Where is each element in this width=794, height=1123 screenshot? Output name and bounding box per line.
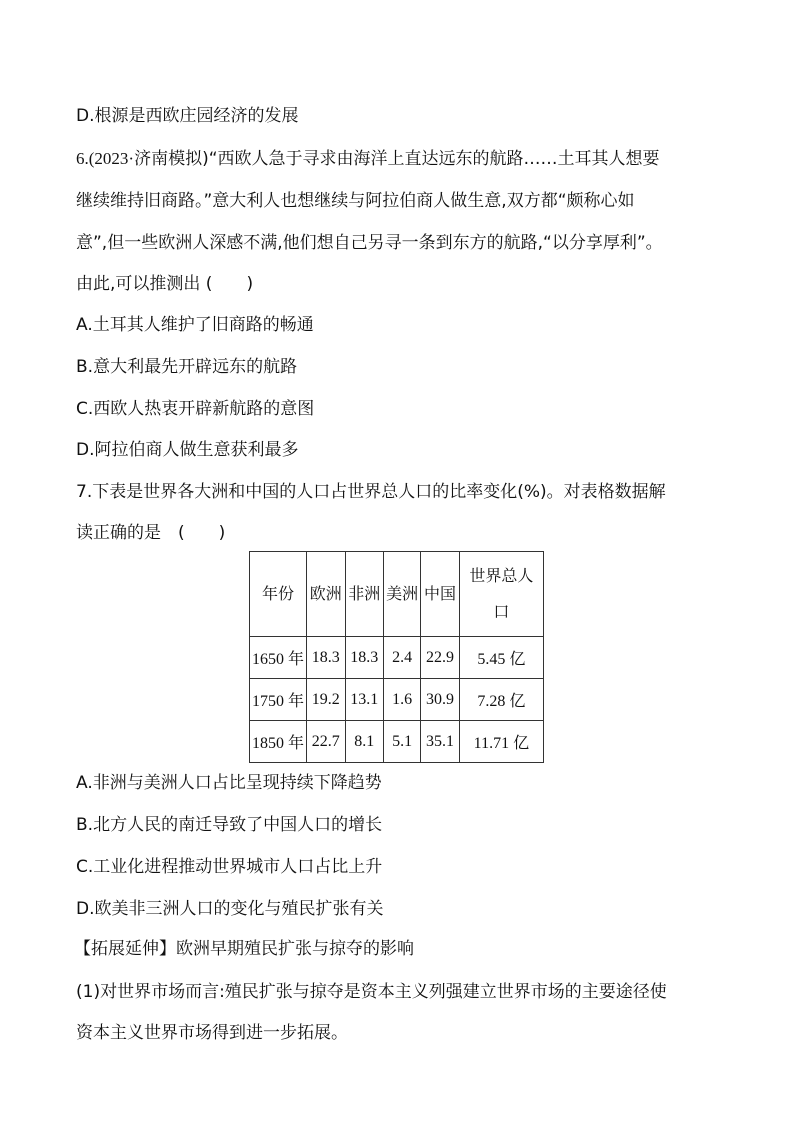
q7-option-c: C.工业化进程推动世界城市人口占比上升 [76, 857, 383, 877]
q6-option-a: A.土耳其人维护了旧商路的畅通 [76, 315, 314, 335]
extension-tag: 【拓展延伸】 [74, 939, 176, 959]
extension-para-line-2: 资本主义世界市场得到进一步拓展。 [76, 1023, 348, 1043]
cell-world-total: 7.28 亿 [459, 679, 543, 721]
header-america: 美洲 [383, 552, 420, 637]
cell-year: 1750 年 [250, 679, 307, 721]
cell-africa: 13.1 [345, 679, 383, 721]
cell-africa: 8.1 [345, 721, 383, 763]
cell-year: 1850 年 [250, 721, 307, 763]
cell-africa: 18.3 [345, 637, 383, 679]
cell-china: 30.9 [421, 679, 459, 721]
q5-option-d: D.根源是西欧庄园经济的发展 [76, 106, 299, 126]
q6-stem-line-4: 由此,可以推测出 ( ) [76, 274, 254, 294]
q6-stem-line-3: 意”,但一些欧洲人深感不满,他们想自己另寻一条到东方的航路,“以分享厚利”。 [76, 233, 663, 253]
q7-stem-line-1: 7.下表是世界各大洲和中国的人口占世界总人口的比率变化(%)。对表格数据解 [76, 482, 666, 502]
q6-option-c: C.西欧人热衷开辟新航路的意图 [76, 399, 315, 419]
table-row [250, 637, 544, 679]
q6-number: 6.(2023· [76, 149, 135, 168]
extension-title: 欧洲早期殖民扩张与掠夺的影响 [176, 939, 414, 959]
cell-europe: 18.3 [307, 637, 345, 679]
q7-option-d: D.欧美非三洲人口的变化与殖民扩张有关 [76, 899, 384, 919]
table-row [250, 721, 544, 763]
cell-china: 35.1 [421, 721, 459, 763]
extension-para-line-1: (1)对世界市场而言:殖民扩张与掠夺是资本主义列强建立世界市场的主要途径使 [76, 982, 667, 1002]
cell-world-total: 5.45 亿 [459, 637, 543, 679]
table-header-row [250, 552, 544, 637]
q7-option-b: B.北方人民的南迁导致了中国人口的增长 [76, 815, 383, 835]
cell-america: 5.1 [383, 721, 420, 763]
cell-europe: 22.7 [307, 721, 345, 763]
cell-year: 1650 年 [250, 637, 307, 679]
q6-stem-line-2: 继续维持旧商路。”意大利人也想继续与阿拉伯商人做生意,双方都“颇称心如 [76, 191, 635, 211]
q7-option-a: A.非洲与美洲人口占比呈现持续下降趋势 [76, 773, 382, 793]
q6-option-d: D.阿拉伯商人做生意获利最多 [76, 440, 299, 460]
header-china: 中国 [421, 552, 459, 637]
cell-world-total: 11.71 亿 [459, 721, 543, 763]
q6-option-b: B.意大利最先开辟远东的航路 [76, 357, 298, 377]
header-year: 年份 [250, 552, 307, 637]
header-africa: 非洲 [345, 552, 383, 637]
q6-stem-line-1 [76, 147, 660, 171]
q7-stem-line-2: 读正确的是 ( ) [76, 523, 226, 543]
table-row [250, 679, 544, 721]
q6-stem-text: 济南模拟)“西欧人急于寻求由海洋上直达远东的航路……土耳其人想要 [134, 149, 660, 169]
population-table [249, 551, 544, 763]
header-world-total: 世界总人口 [459, 552, 543, 637]
cell-america: 1.6 [383, 679, 420, 721]
cell-america: 2.4 [383, 637, 420, 679]
extension-heading [74, 937, 414, 961]
header-europe: 欧洲 [307, 552, 345, 637]
cell-europe: 19.2 [307, 679, 345, 721]
cell-china: 22.9 [421, 637, 459, 679]
